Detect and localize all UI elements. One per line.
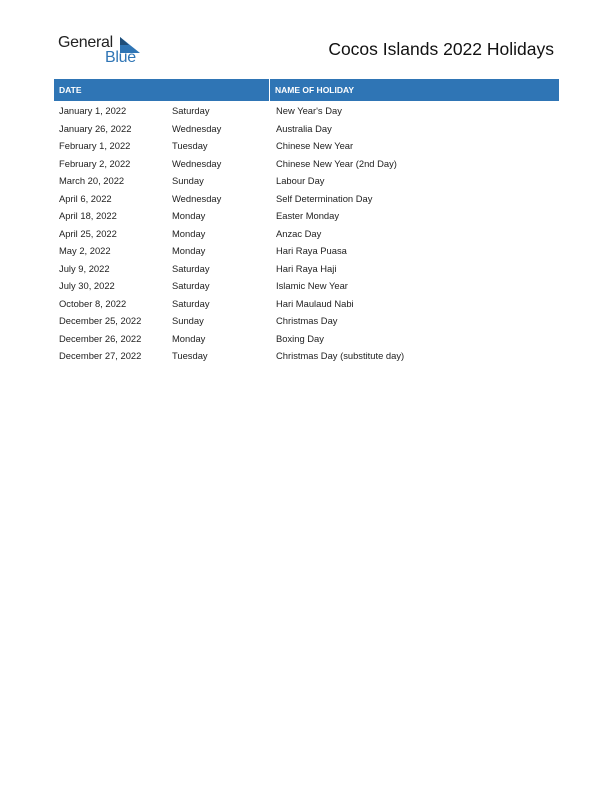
holiday-name: Christmas Day (substitute day) xyxy=(276,350,405,361)
holiday-name: Australia Day xyxy=(276,122,332,134)
table-row xyxy=(54,295,559,313)
holiday-weekday: Saturday xyxy=(172,297,210,309)
table-row xyxy=(54,155,559,173)
holiday-name: Boxing Day xyxy=(276,332,324,344)
holiday-date: December 26, 2022 xyxy=(59,332,142,344)
brand-name-blue: Blue xyxy=(105,49,136,66)
holiday-date: January 26, 2022 xyxy=(59,122,132,134)
holiday-weekday: Monday xyxy=(172,332,206,344)
table-row xyxy=(54,312,559,330)
table-row xyxy=(54,190,559,208)
holiday-date: April 25, 2022 xyxy=(59,227,117,239)
holiday-date: February 1, 2022 xyxy=(59,140,131,151)
holiday-name: Easter Monday xyxy=(276,210,340,221)
holiday-weekday: Saturday xyxy=(172,262,210,274)
holiday-date: December 25, 2022 xyxy=(59,315,142,326)
holiday-weekday: Wednesday xyxy=(172,157,222,169)
holiday-name: Hari Raya Haji xyxy=(276,262,337,274)
holiday-date: April 6, 2022 xyxy=(59,192,112,204)
page-title: Cocos Islands 2022 Holidays xyxy=(328,39,554,59)
holiday-name: New Year's Day xyxy=(276,105,342,116)
holiday-weekday: Saturday xyxy=(172,280,210,291)
holiday-weekday: Wednesday xyxy=(172,192,222,204)
holiday-weekday: Tuesday xyxy=(172,350,208,361)
holiday-date: July 30, 2022 xyxy=(59,280,115,291)
holiday-name: Anzac Day xyxy=(276,227,322,239)
holiday-date: July 9, 2022 xyxy=(59,262,110,274)
holiday-name: Islamic New Year xyxy=(276,280,348,291)
holiday-name: Hari Raya Puasa xyxy=(276,245,347,256)
holiday-name: Chinese New Year (2nd Day) xyxy=(276,157,397,169)
holiday-weekday: Sunday xyxy=(172,315,204,326)
holiday-weekday: Monday xyxy=(172,245,206,256)
column-header-holiday: NAME OF HOLIDAY xyxy=(275,85,355,95)
table-row xyxy=(54,330,559,348)
holiday-date: October 8, 2022 xyxy=(59,297,127,309)
holiday-name: Christmas Day xyxy=(276,315,338,326)
table-row xyxy=(54,347,559,365)
holiday-date: January 1, 2022 xyxy=(59,105,127,116)
table-row xyxy=(54,207,559,225)
table-row xyxy=(54,242,559,260)
holiday-date: May 2, 2022 xyxy=(59,245,111,256)
holiday-name: Labour Day xyxy=(276,175,325,186)
table-row xyxy=(54,120,559,138)
table-row xyxy=(54,137,559,155)
holiday-name: Hari Maulaud Nabi xyxy=(276,297,354,309)
holiday-date: April 18, 2022 xyxy=(59,210,117,221)
table-row xyxy=(54,172,559,190)
table-header xyxy=(54,79,559,101)
holiday-name: Chinese New Year xyxy=(276,140,354,151)
table-row xyxy=(54,225,559,243)
column-header-date: DATE xyxy=(54,79,270,101)
holiday-weekday: Saturday xyxy=(172,105,210,116)
table-body xyxy=(54,101,559,365)
holiday-table xyxy=(54,79,559,365)
holiday-weekday: Sunday xyxy=(172,175,204,186)
holiday-weekday: Wednesday xyxy=(172,122,222,134)
holiday-weekday: Tuesday xyxy=(172,140,208,151)
table-row xyxy=(54,277,559,295)
holiday-name: Self Determination Day xyxy=(276,192,373,204)
table-row xyxy=(54,260,559,278)
brand-logo xyxy=(58,34,148,68)
holiday-date: February 2, 2022 xyxy=(59,157,131,169)
holiday-weekday: Monday xyxy=(172,210,206,221)
table-row xyxy=(54,102,559,120)
brand-name-general: General xyxy=(58,34,113,51)
holiday-weekday: Monday xyxy=(172,227,206,239)
holiday-date: March 20, 2022 xyxy=(59,175,125,186)
holiday-date: December 27, 2022 xyxy=(59,350,142,361)
